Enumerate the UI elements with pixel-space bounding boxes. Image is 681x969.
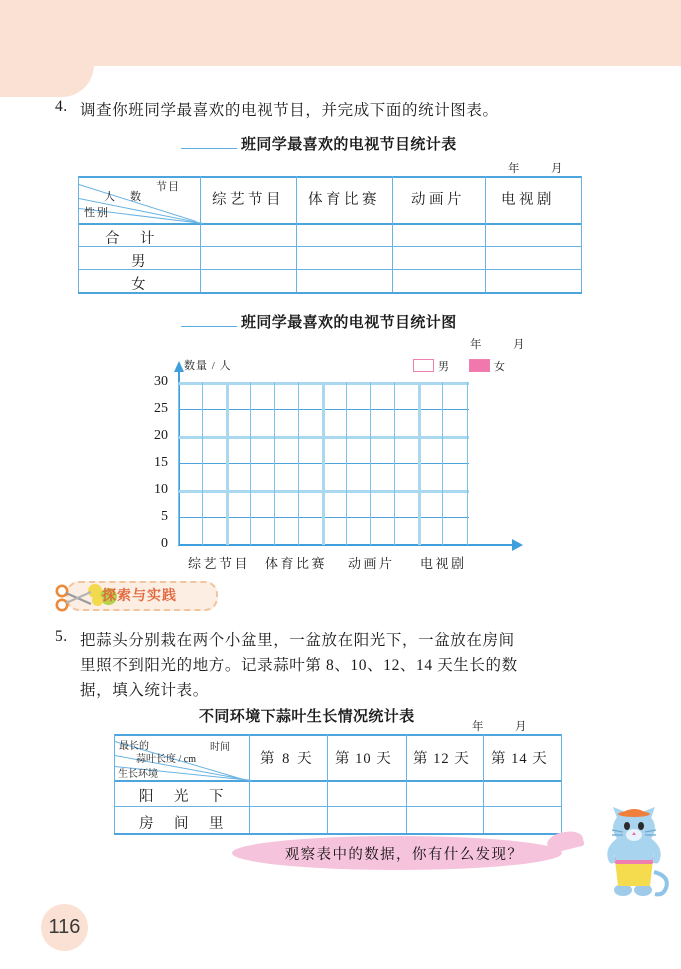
exercise-5-number: 5. xyxy=(55,628,68,645)
exercise-4-number: 4. xyxy=(55,98,68,115)
gridline-x-2 xyxy=(226,382,229,545)
gridline-x-7 xyxy=(346,382,347,545)
tv-program-bar-chart[interactable] xyxy=(154,355,528,571)
legend-label-female: 女 xyxy=(494,361,505,373)
table1-col-header-3: 电视剧 xyxy=(501,192,555,208)
x-category-3: 电视剧 xyxy=(420,556,467,571)
x-category-2: 动画片 xyxy=(348,556,395,571)
table2-vline-1 xyxy=(249,734,250,833)
header-band xyxy=(0,0,681,66)
y-tick-25: 25 xyxy=(154,401,168,416)
x-category-0: 综艺节目 xyxy=(188,556,251,571)
table1-title-blank xyxy=(181,148,237,149)
y-tick-30: 30 xyxy=(154,374,168,389)
page-number: 116 xyxy=(48,916,81,938)
table1-row-header-0: 合 计 xyxy=(105,231,158,247)
table1-vline-5 xyxy=(581,176,582,292)
gridline-x-1 xyxy=(202,382,203,545)
table1-corner-middle-label: 人 数 xyxy=(104,191,143,203)
y-tick-5: 5 xyxy=(161,509,168,524)
table2-corner-middle-b-label: 蒜叶长度 / cm xyxy=(136,754,196,765)
table2-corner-middle-a-label: 最长的 xyxy=(119,741,149,752)
table2-border-bottom xyxy=(114,833,562,835)
table2-vline-2 xyxy=(327,734,328,833)
table1-corner-bottom-label: 性别 xyxy=(84,207,110,219)
table2-border-top xyxy=(114,734,562,736)
table2-col-header-3: 第 14 天 xyxy=(491,751,548,767)
garlic-growth-statistics-table[interactable] xyxy=(114,734,562,834)
explore-practice-label: 探索与实践 xyxy=(102,588,177,604)
gridline-x-0 xyxy=(178,382,179,545)
table2-row-header-0: 阳 光 下 xyxy=(139,789,227,805)
table1-date-label: 年 月 xyxy=(508,163,573,175)
table2-corner-top-label: 时间 xyxy=(210,742,230,753)
y-tick-10: 10 xyxy=(154,482,168,497)
chart-title-blank xyxy=(181,326,237,327)
speech-bubble-text: 观察表中的数据，你有什么发现？ xyxy=(284,847,524,863)
cat-mascot-icon xyxy=(596,806,672,898)
table1-corner-top-label: 节目 xyxy=(156,181,180,193)
exercise-5-line3: 据，填入统计表。 xyxy=(80,682,209,699)
table2-vline-5 xyxy=(561,734,562,833)
table1-col-header-1: 体育比赛 xyxy=(308,192,380,208)
table1-vline-1 xyxy=(200,176,201,292)
tv-program-statistics-table[interactable] xyxy=(78,176,582,292)
exercise-4-text: 调查你班同学最喜欢的电视节目，并完成下面的统计图表。 xyxy=(80,102,499,119)
table2-row-header-1: 房 间 里 xyxy=(139,816,227,832)
gridline-x-6 xyxy=(322,382,325,545)
table1-vline-0 xyxy=(78,176,79,292)
table1-title: 班同学最喜欢的电视节目统计表 xyxy=(241,135,457,153)
gridline-x-12 xyxy=(467,382,468,545)
chart-date-label: 年 月 xyxy=(470,339,535,351)
legend-swatch-female xyxy=(469,359,490,372)
table2-line-1 xyxy=(114,806,562,807)
exercise-5-line1: 把蒜头分别栽在两个小盆里，一盆放在阳光下，一盆放在房间 xyxy=(80,632,515,649)
y-tick-20: 20 xyxy=(154,428,168,443)
gridline-x-3 xyxy=(250,382,251,545)
x-category-1: 体育比赛 xyxy=(265,556,328,571)
gridline-x-9 xyxy=(394,382,395,545)
table1-border-top xyxy=(78,176,582,178)
table1-col-header-0: 综艺节目 xyxy=(212,192,284,208)
table2-title: 不同环境下蒜叶生长情况统计表 xyxy=(199,707,415,725)
scissors-icon xyxy=(54,584,94,612)
chart-title: 班同学最喜欢的电视节目统计图 xyxy=(241,313,457,331)
table1-row-header-2: 女 xyxy=(131,277,149,293)
x-axis-arrow-icon xyxy=(512,539,523,551)
table2-col-header-1: 第 10 天 xyxy=(335,751,392,767)
table2-vline-4 xyxy=(483,734,484,833)
table2-date-label: 年 月 xyxy=(472,721,537,733)
table1-line-2 xyxy=(78,269,582,270)
table2-corner-bottom-label: 生长环境 xyxy=(118,769,158,780)
y-axis-arrow-icon xyxy=(174,361,184,372)
table1-row-header-1: 男 xyxy=(131,254,149,270)
gridline-x-5 xyxy=(298,382,299,545)
gridline-x-8 xyxy=(370,382,371,545)
y-tick-15: 15 xyxy=(154,455,168,470)
table2-vline-0 xyxy=(114,734,115,833)
y-axis-name: 数量 / 人 xyxy=(184,360,232,372)
header-corner-tab xyxy=(0,66,48,97)
table1-vline-4 xyxy=(485,176,486,292)
table1-vline-2 xyxy=(296,176,297,292)
table1-col-header-2: 动画片 xyxy=(411,192,465,208)
y-tick-0: 0 xyxy=(161,536,168,551)
table1-border-bottom xyxy=(78,292,582,294)
table1-line-header xyxy=(78,223,582,225)
legend-swatch-male xyxy=(413,359,434,372)
gridline-x-11 xyxy=(442,382,443,545)
table2-vline-3 xyxy=(406,734,407,833)
exercise-5-line2: 里照不到阳光的地方。记录蒜叶第 8、10、12、14 天生长的数 xyxy=(80,657,518,674)
table2-col-header-2: 第 12 天 xyxy=(413,751,470,767)
gridline-x-10 xyxy=(418,382,421,545)
table2-line-header xyxy=(114,780,562,782)
table2-col-header-0: 第 8 天 xyxy=(260,751,314,767)
legend-label-male: 男 xyxy=(438,361,449,373)
table1-vline-3 xyxy=(392,176,393,292)
gridline-x-4 xyxy=(274,382,275,545)
